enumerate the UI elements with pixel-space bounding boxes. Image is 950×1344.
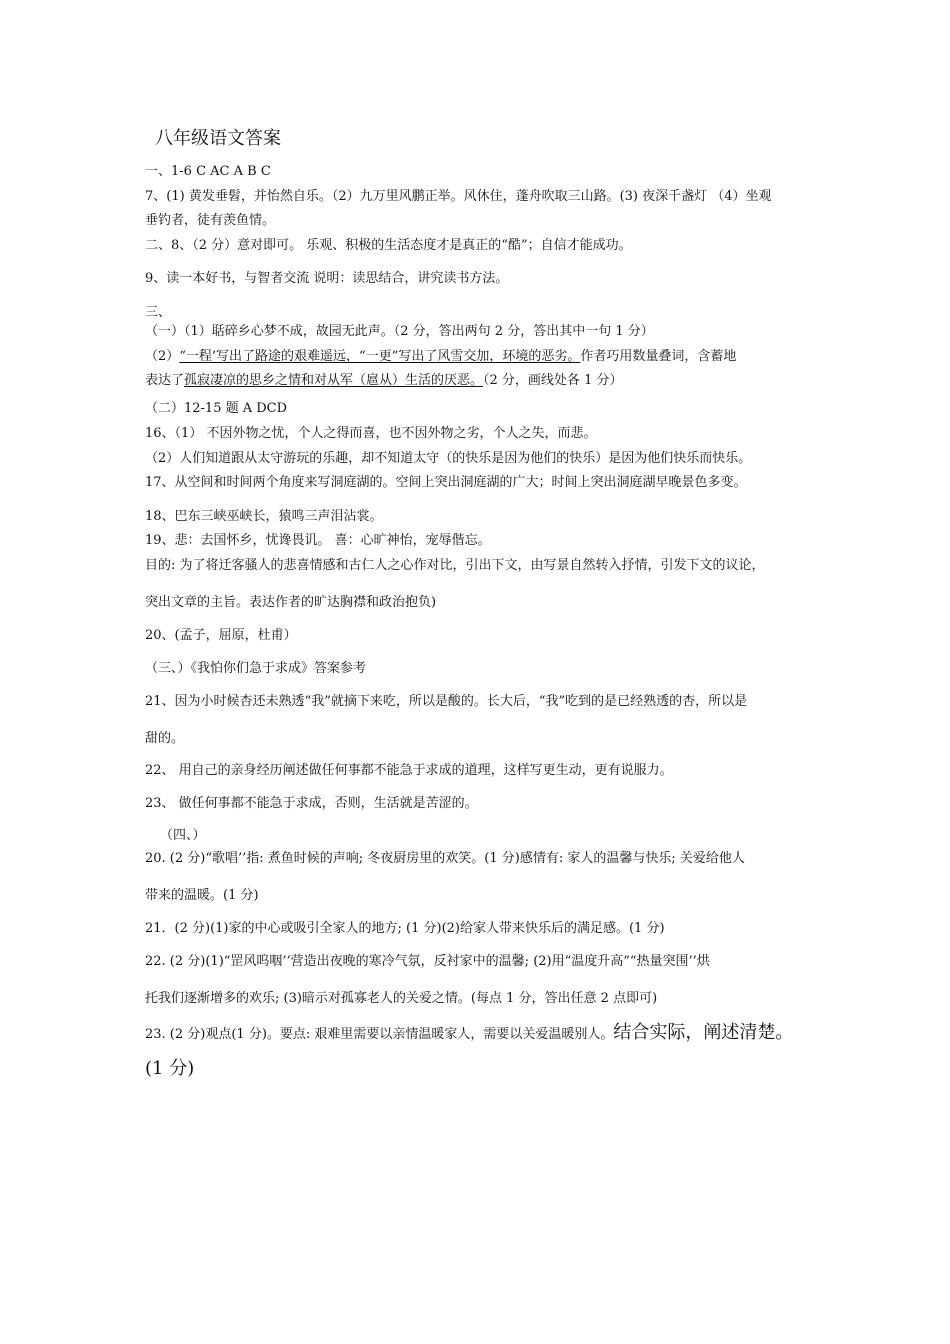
answer-4-23-line-2: (1 分)	[145, 1058, 195, 1079]
answer-text-large: 结合实际，阐述清楚。	[613, 1022, 794, 1043]
answer-7-line-2: 垂钓者，徒有羡鱼情。	[145, 213, 276, 228]
answer-3-1-2-line-2	[145, 372, 810, 389]
underlined-key-point: “一程’写出了路途的艰难遥远，“一更”写出了风雪交加，环境的恶劣。	[179, 349, 581, 364]
answer-3-1-1: （一）（1）聒碎乡心梦不成，故园无此声。（2 分，答出两句 2 分，答出其中一句 1 分）	[145, 324, 654, 339]
answer-4-22-line-1: 22. (2 分)(1)“罡风呜咽’’营造出夜晚的寒冷气氛，反衬家中的温馨; (2)用“温度升高”“热量突围’’烘	[145, 954, 710, 969]
scoring-note: （2 分，画线处各 1 分）	[483, 373, 623, 388]
answer-4-20-line-2: 带来的温暖。(1 分)	[145, 888, 259, 903]
answer-8: 二、8、（2 分）意对即可。 乐观、积极的生活态度才是真正的“酷”；自信才能成功。	[145, 238, 632, 253]
answer-23: 23、 做任何事都不能急于求成，否则，生活就是苦涩的。	[145, 796, 478, 811]
answer-4-22-line-2: 托我们逐渐增多的欢乐; (3)暗示对孤寡老人的关爱之情。(每点 1 分，答出任意 2 点即可)	[145, 991, 658, 1006]
answer-22: 22、 用自己的亲身经历阐述做任何事都不能急于求成的道理，这样写更生动，更有说服力。	[145, 763, 673, 778]
answer-4-20-line-1: 20. (2 分)“歌唱’’指: 煮鱼时候的声响; 冬夜厨房里的欢笑。(1 分)感情有: 家人的温馨与快乐; 关爱给他人	[145, 851, 745, 866]
section-3-heading: 三、	[145, 305, 172, 320]
answer-12-15: （二）12-15 题 A DCD	[145, 401, 288, 416]
answer-19-purpose-line-1: 目的: 为了将迁客骚人的悲喜情感和古仁人之心作对比，引出下文，由写景自然转入抒情，引发下文的议论，	[145, 558, 765, 573]
answer-7-line-1: 7、(1) 黄发垂髫，并怡然自乐。（2）九万里风鹏正举。风休住，蓬舟吹取三山路。(3) 夜深千盏灯 （4）坐观	[145, 189, 772, 204]
answer-19: 19、悲：去国怀乡，忧谗畏讥。 喜：心旷神怡，宠辱偕忘。	[145, 533, 491, 548]
section-1-mc-answers: 一、1-6 C AC A B C	[145, 164, 271, 179]
section-3-3-heading: （三、）《我怕你们急于求成》答案参考	[145, 661, 367, 676]
section-4-heading: （四、）	[160, 828, 206, 843]
answer-16-2: （2）人们知道跟从太守游玩的乐趣，却不知道太守（的快乐是因为他们的快乐）是因为他们快乐而快乐。	[145, 451, 752, 466]
answer-16-1: 16、（1） 不因外物之忧，个人之得而喜，也不因外物之劣，个人之失，而悲。	[145, 426, 597, 441]
answer-prefix: （2）	[145, 349, 180, 364]
answer-text: 23. (2 分)观点(1 分)。要点: 艰难里需要以亲情温暖家人，需要以关爱温暖别人。	[145, 1027, 614, 1042]
answer-20: 20、(孟子，屈原，杜甫）	[145, 628, 297, 643]
answer-4-23-line-1	[145, 1022, 810, 1046]
underlined-key-point: 孤寂凄凉的思乡之情和对从军（扈从）生活的厌恶。	[184, 373, 484, 388]
answer-19-purpose-line-2: 突出文章的主旨。表达作者的旷达胸襟和政治抱负)	[145, 595, 437, 610]
answer-3-1-2-line-1	[145, 348, 810, 365]
answer-17: 17、从空间和时间两个角度来写洞庭湖的。空间上突出洞庭湖的广大；时间上突出洞庭湖早晚景色多变。	[145, 475, 747, 490]
answer-18: 18、巴东三峡巫峡长，猿鸣三声泪沾裳。	[145, 509, 383, 524]
answer-9: 9、读一本好书，与智者交流 说明：读思结合，讲究读书方法。	[145, 271, 509, 286]
answer-21-line-2: 甜的。	[145, 731, 185, 746]
answer-text: 表达了	[145, 373, 185, 388]
page-title: 八年级语文答案	[155, 128, 281, 149]
answer-4-21: 21．(2 分)(1)家的中心或吸引全家人的地方; (1 分)(2)给家人带来快乐后的满足感。(1 分)	[145, 921, 665, 936]
answer-21-line-1: 21、因为小时候杏还未熟透“我”就摘下来吃，所以是酸的。长大后，“我”吃到的是已经熟透的杏，所以是	[145, 694, 748, 709]
answer-text: 作者巧用数量叠词，含蓄地	[580, 349, 737, 364]
